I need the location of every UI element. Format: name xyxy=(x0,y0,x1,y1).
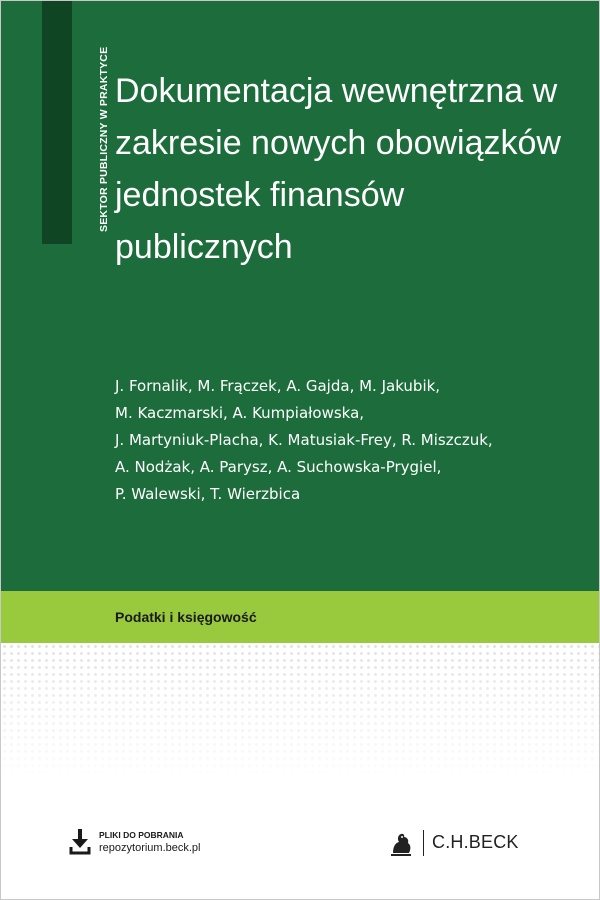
download-label: PLIKI DO POBRANIA xyxy=(99,830,184,840)
author-line: M. Kaczmarski, A. Kumpiałowska, xyxy=(115,404,365,422)
author-line: J. Fornalik, M. Frączek, A. Gajda, M. Jakubik, xyxy=(115,377,441,395)
category-bar xyxy=(1,591,600,643)
book-title: Dokumentacja wewnętrzna w zakresie nowych obowiązków jednostek finansów publicznych xyxy=(115,72,561,266)
author-line: P. Walewski, T. Wierzbica xyxy=(115,485,301,503)
author-line: J. Martyniuk-Placha, K. Matusiak-Frey, R. Miszczuk, xyxy=(115,431,493,449)
download-icon xyxy=(69,829,91,855)
dot-pattern xyxy=(1,643,600,783)
publisher-name: C.H.BECK xyxy=(432,832,519,852)
category-label: Podatki i księgowość xyxy=(115,609,257,625)
lion-crest-icon xyxy=(387,829,415,857)
series-band xyxy=(42,1,110,244)
publisher-divider xyxy=(423,830,424,856)
download-url[interactable]: repozytorium.beck.pl xyxy=(99,842,201,854)
author-list xyxy=(115,373,585,508)
cover-green-panel xyxy=(1,1,600,591)
series-label: SEKTOR PUBLICZNY W PRAKTYCE xyxy=(98,46,110,232)
author-line: A. Nodżak, A. Parysz, A. Suchowska-Prygiel, xyxy=(115,458,442,476)
